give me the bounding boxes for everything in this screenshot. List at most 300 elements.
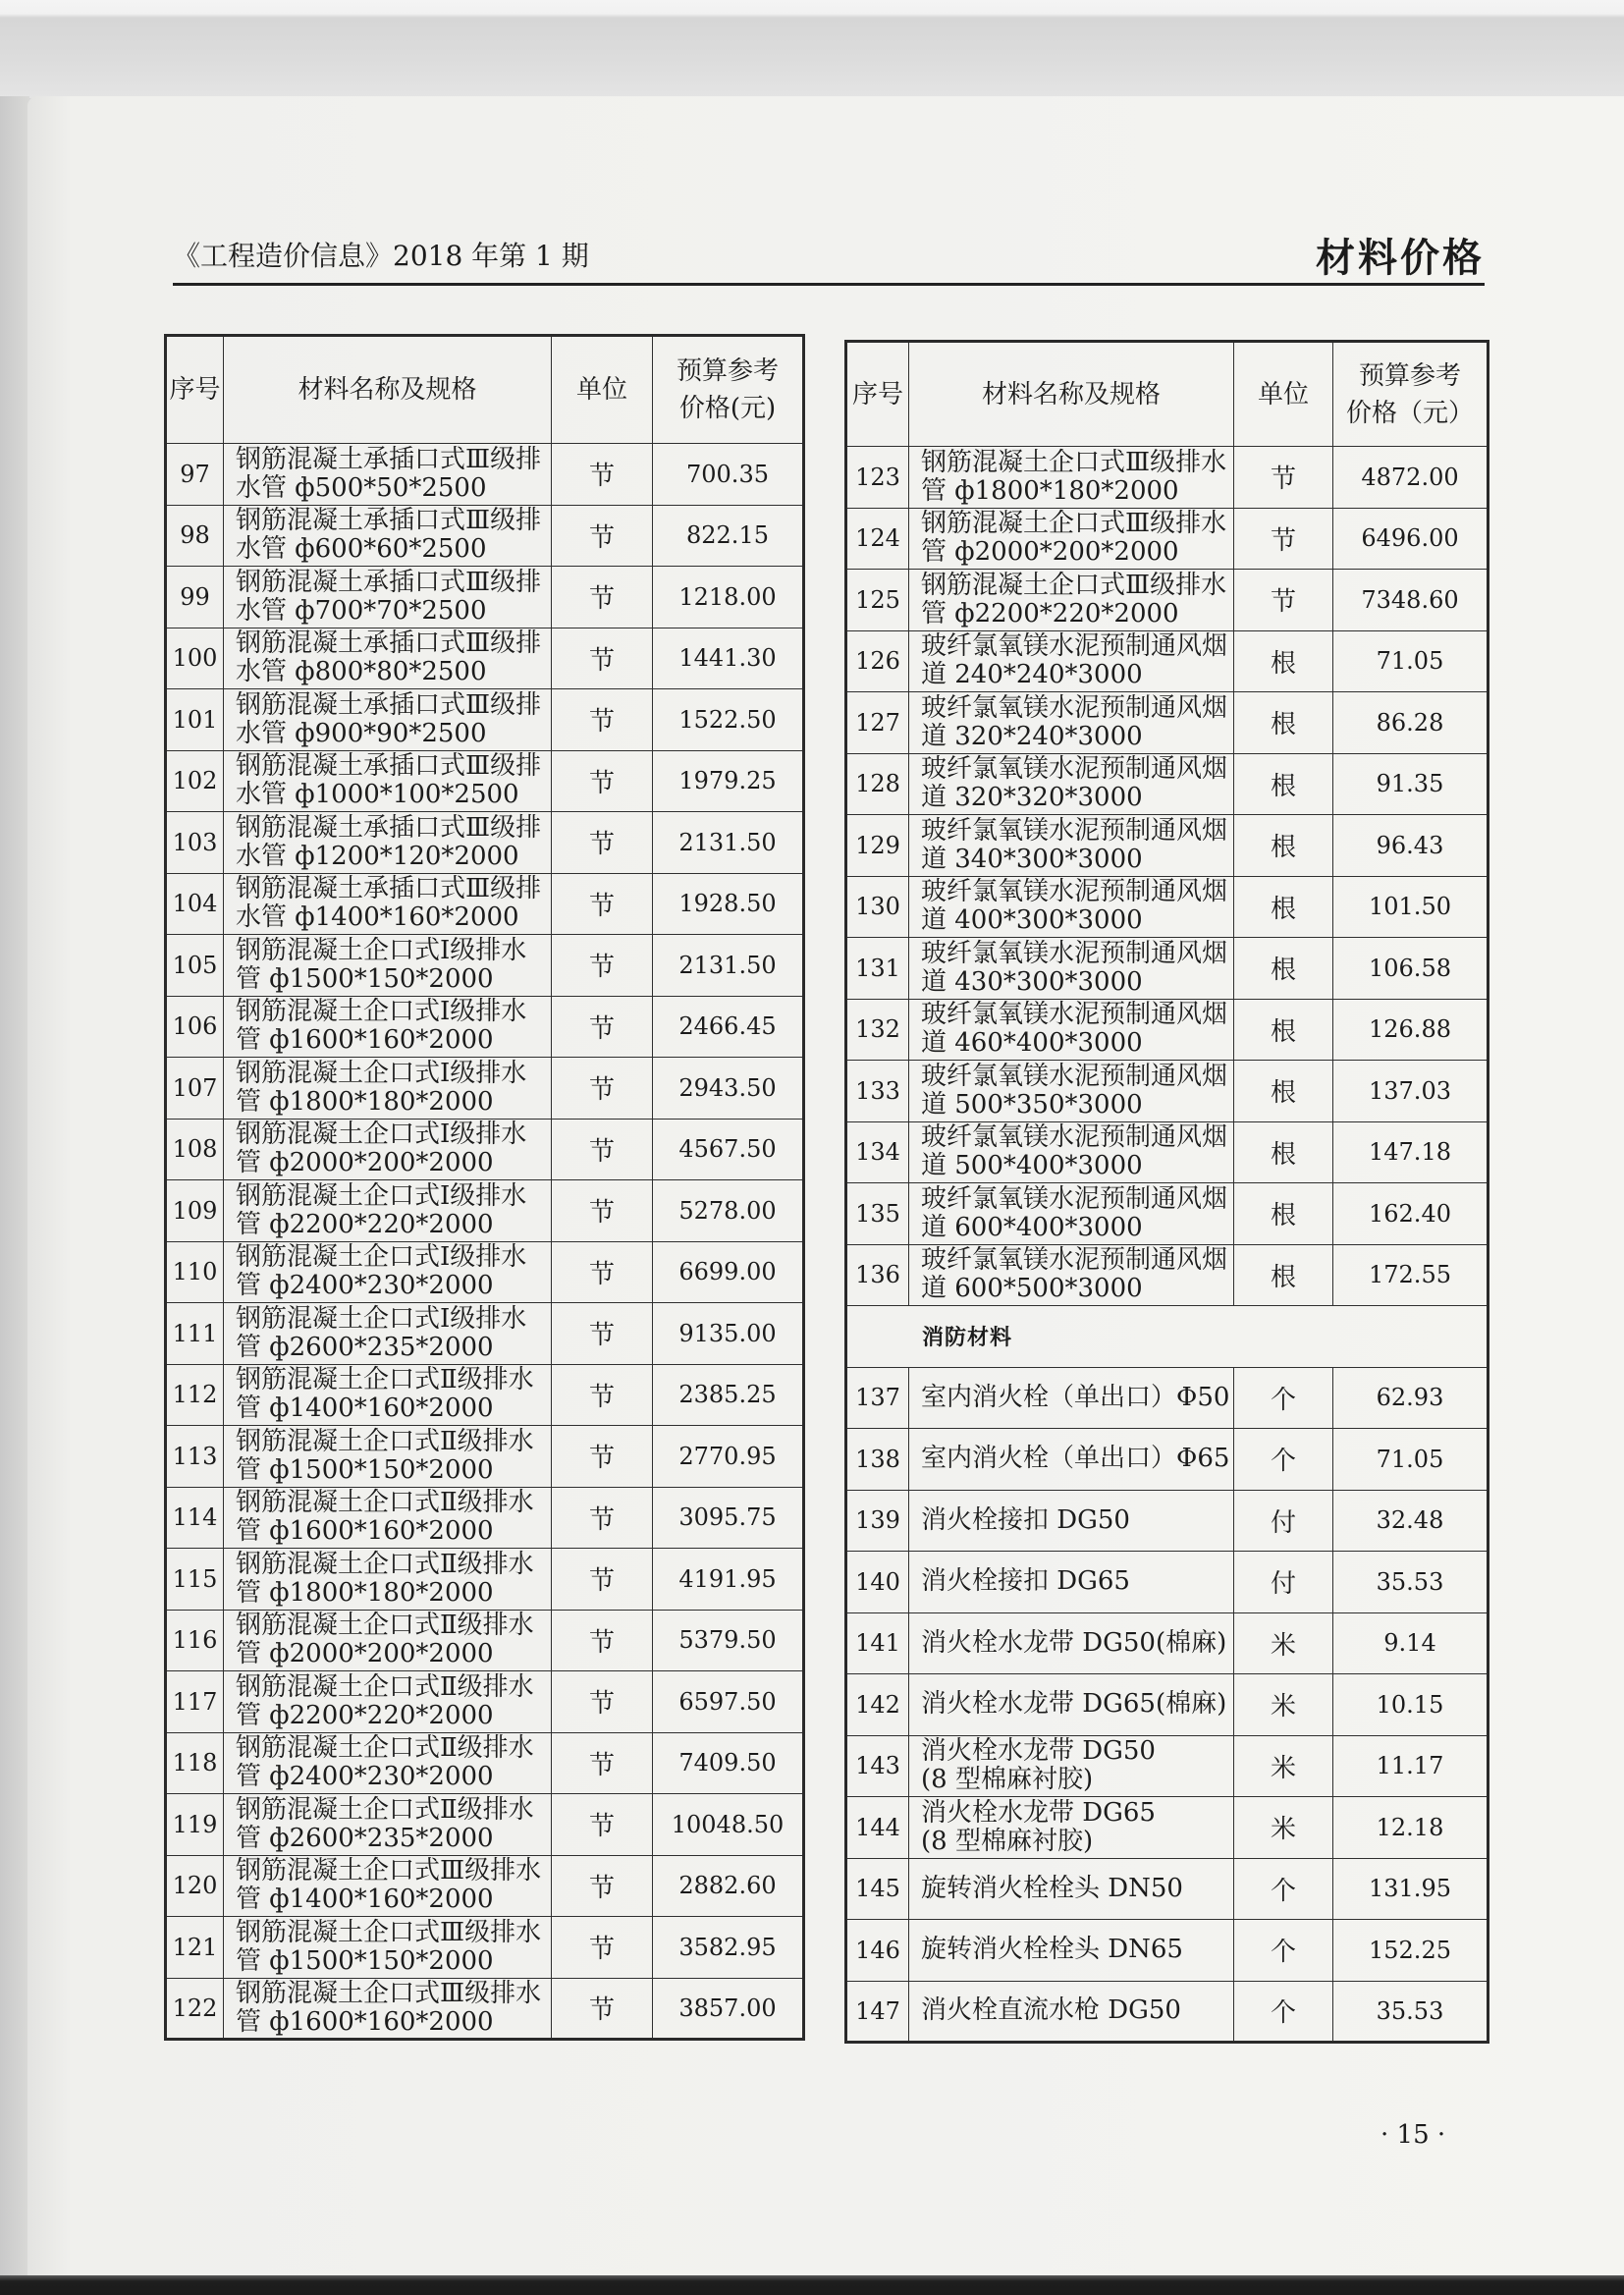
unit: 节 <box>552 812 653 874</box>
row-number: 144 <box>846 1797 909 1859</box>
table-row <box>846 1612 1489 1674</box>
material-name-line: 钢筋混凝土企口式Ⅲ级排水 <box>236 1917 542 1947</box>
material-name-line: 水管 ф600*60*2500 <box>236 534 487 565</box>
material-name-line: 玻纤氯氧镁水泥预制通风烟 <box>921 1183 1228 1214</box>
price: 1979.25 <box>653 750 804 812</box>
material-name <box>909 753 1234 815</box>
price: 9135.00 <box>653 1303 804 1365</box>
material-name <box>909 1858 1234 1920</box>
price: 35.53 <box>1333 1552 1489 1613</box>
col-header-price-line: 预算参考 <box>1358 360 1461 391</box>
material-name <box>909 630 1234 692</box>
unit: 节 <box>1234 570 1333 631</box>
price: 91.35 <box>1333 753 1489 815</box>
material-name-line: 钢筋混凝土承插口式Ⅲ级排 <box>236 751 542 782</box>
row-number: 120 <box>166 1855 224 1917</box>
price: 2131.50 <box>653 812 804 874</box>
material-name-line: 钢筋混凝土企口式Ⅱ级排水 <box>236 1671 534 1702</box>
table-row <box>846 447 1489 509</box>
material-name <box>224 1303 552 1365</box>
section-heading: 材料价格 <box>1316 235 1485 281</box>
material-name-line: 玻纤氯氧镁水泥预制通风烟 <box>921 815 1228 846</box>
material-name <box>224 628 552 689</box>
material-name <box>909 938 1234 1000</box>
row-number: 132 <box>846 999 909 1061</box>
table-row <box>846 1061 1489 1122</box>
material-name <box>909 508 1234 570</box>
material-name-line: 管 ф2400*230*2000 <box>236 1271 494 1301</box>
price: 7409.50 <box>653 1732 804 1794</box>
table-row <box>166 1917 804 1979</box>
row-number: 108 <box>166 1119 224 1180</box>
row-number: 143 <box>846 1735 909 1797</box>
table-row <box>166 1855 804 1917</box>
unit: 节 <box>1234 508 1333 570</box>
material-name-line: 钢筋混凝土企口式Ⅰ级排水 <box>236 1058 527 1088</box>
unit: 节 <box>552 1241 653 1303</box>
table-row <box>846 508 1489 570</box>
unit: 节 <box>552 689 653 751</box>
price: 1218.00 <box>653 567 804 628</box>
row-number: 133 <box>846 1061 909 1122</box>
material-name-line: 管 ф2000*200*2000 <box>921 537 1179 568</box>
material-name-line: 钢筋混凝土承插口式Ⅲ级排 <box>236 628 542 659</box>
row-number: 126 <box>846 630 909 692</box>
table-row <box>846 1735 1489 1797</box>
unit: 个 <box>1234 1920 1333 1982</box>
material-name-line: 玻纤氯氧镁水泥预制通风烟 <box>921 877 1228 907</box>
price-table-right <box>844 340 1489 2044</box>
row-number: 134 <box>846 1121 909 1183</box>
material-name-line: 消火栓水龙带 DG65(棉麻) <box>921 1689 1227 1720</box>
material-name-line: 消火栓水龙带 DG50 <box>921 1736 1156 1767</box>
row-number: 103 <box>166 812 224 874</box>
material-name-line: 管 ф2400*230*2000 <box>236 1762 494 1792</box>
unit: 节 <box>552 1487 653 1549</box>
table-row <box>846 876 1489 938</box>
price: 3857.00 <box>653 1978 804 2040</box>
table-row <box>166 444 804 506</box>
row-number: 130 <box>846 876 909 938</box>
row-number: 100 <box>166 628 224 689</box>
price: 4191.95 <box>653 1549 804 1611</box>
scan-top-band <box>0 0 1624 98</box>
unit: 节 <box>552 1303 653 1365</box>
table-row <box>166 750 804 812</box>
unit: 根 <box>1234 753 1333 815</box>
price-table-left <box>164 334 805 2041</box>
material-name-line: 钢筋混凝土承插口式Ⅲ级排 <box>236 689 542 720</box>
row-number: 127 <box>846 692 909 754</box>
price: 137.03 <box>1333 1061 1489 1122</box>
row-number: 112 <box>166 1364 224 1426</box>
material-name <box>909 1121 1234 1183</box>
material-name-line: 道 320*320*3000 <box>921 783 1143 813</box>
unit: 节 <box>552 1978 653 2040</box>
table-row <box>166 567 804 628</box>
price: 4872.00 <box>1333 447 1489 509</box>
material-name <box>909 570 1234 631</box>
unit: 根 <box>1234 1121 1333 1183</box>
unit: 根 <box>1234 1244 1333 1306</box>
material-name-line: 钢筋混凝土企口式Ⅱ级排水 <box>236 1426 534 1456</box>
unit: 节 <box>552 935 653 997</box>
material-name-line: (8 型棉麻衬胶) <box>921 1765 1094 1795</box>
material-name <box>224 1917 552 1979</box>
table-row <box>846 999 1489 1061</box>
unit: 根 <box>1234 938 1333 1000</box>
price: 5278.00 <box>653 1180 804 1242</box>
price: 3095.75 <box>653 1487 804 1549</box>
table-row <box>166 689 804 751</box>
price: 35.53 <box>1333 1981 1489 2043</box>
material-name-line: 管 ф1500*150*2000 <box>236 1454 494 1485</box>
material-name-line: 道 320*240*3000 <box>921 721 1143 751</box>
unit: 根 <box>1234 1061 1333 1122</box>
table-row <box>846 1858 1489 1920</box>
col-header-price-line: 价格（元） <box>1345 398 1474 428</box>
material-name-line: 道 600*500*3000 <box>921 1274 1143 1304</box>
material-name-line: 钢筋混凝土承插口式Ⅲ级排 <box>236 444 542 474</box>
page-number: · 15 · <box>1380 2120 1446 2150</box>
material-name-line: 室内消火栓（单出口）Φ50 <box>921 1382 1230 1412</box>
price: 4567.50 <box>653 1119 804 1180</box>
material-name-line: 道 500*400*3000 <box>921 1151 1143 1181</box>
row-number: 142 <box>846 1674 909 1736</box>
material-name <box>909 1490 1234 1552</box>
unit: 节 <box>552 444 653 506</box>
table-row <box>166 1794 804 1856</box>
material-name <box>909 1735 1234 1797</box>
material-name <box>224 1855 552 1917</box>
material-name <box>224 935 552 997</box>
unit: 节 <box>552 505 653 567</box>
table-row <box>166 1487 804 1549</box>
row-number: 118 <box>166 1732 224 1794</box>
table-row <box>166 628 804 689</box>
price: 700.35 <box>653 444 804 506</box>
row-number: 145 <box>846 1858 909 1920</box>
unit: 米 <box>1234 1674 1333 1736</box>
material-name-line: 道 340*300*3000 <box>921 844 1143 874</box>
material-name-line: 玻纤氯氧镁水泥预制通风烟 <box>921 692 1228 723</box>
row-number: 136 <box>846 1244 909 1306</box>
table-row <box>846 938 1489 1000</box>
row-number: 125 <box>846 570 909 631</box>
material-name <box>224 1241 552 1303</box>
price: 5379.50 <box>653 1610 804 1671</box>
row-number: 106 <box>166 996 224 1058</box>
material-name-line: 水管 ф1200*120*2000 <box>236 841 519 871</box>
material-name <box>909 1920 1234 1982</box>
material-name-line: 管 ф1500*150*2000 <box>236 1945 494 1976</box>
table-row <box>166 1549 804 1611</box>
unit: 节 <box>552 1180 653 1242</box>
price: 10048.50 <box>653 1794 804 1856</box>
col-header-price-line: 预算参考 <box>676 356 779 386</box>
material-name-line: 水管 ф500*50*2500 <box>236 472 487 503</box>
unit: 节 <box>552 1549 653 1611</box>
material-name-line: 钢筋混凝土企口式Ⅲ级排水 <box>921 509 1227 539</box>
material-name <box>224 750 552 812</box>
row-number: 99 <box>166 567 224 628</box>
table-row <box>846 1981 1489 2043</box>
price: 96.43 <box>1333 815 1489 877</box>
row-number: 115 <box>166 1549 224 1611</box>
unit: 节 <box>552 873 653 935</box>
material-name-line: 室内消火栓（单出口）Φ65 <box>921 1444 1230 1474</box>
price: 1928.50 <box>653 873 804 935</box>
unit: 根 <box>1234 815 1333 877</box>
table-row <box>166 873 804 935</box>
material-name-line: 旋转消火栓栓头 DN50 <box>921 1873 1183 1903</box>
journal-title: 《工程造价信息》2018 年第 1 期 <box>173 240 589 272</box>
unit: 个 <box>1234 1981 1333 2043</box>
row-number: 139 <box>846 1490 909 1552</box>
material-name <box>224 1794 552 1856</box>
table-row <box>846 692 1489 754</box>
material-name <box>909 1244 1234 1306</box>
material-name-line: 管 ф2000*200*2000 <box>236 1148 494 1178</box>
table-row <box>166 1978 804 2040</box>
row-number: 140 <box>846 1552 909 1613</box>
material-name-line: 玻纤氯氧镁水泥预制通风烟 <box>921 938 1228 968</box>
row-number: 97 <box>166 444 224 506</box>
price: 12.18 <box>1333 1797 1489 1859</box>
price: 71.05 <box>1333 1429 1489 1491</box>
material-name-line: 钢筋混凝土企口式Ⅰ级排水 <box>236 1180 527 1211</box>
table-row <box>846 1797 1489 1859</box>
material-name-line: 钢筋混凝土承插口式Ⅲ级排 <box>236 812 542 843</box>
material-name <box>224 1119 552 1180</box>
price: 152.25 <box>1333 1920 1489 1982</box>
material-name-line: 管 ф1600*160*2000 <box>236 1516 494 1547</box>
price: 131.95 <box>1333 1858 1489 1920</box>
header-rule <box>173 283 1485 286</box>
table-row <box>846 1121 1489 1183</box>
material-name-line: 钢筋混凝土企口式Ⅱ级排水 <box>236 1611 534 1641</box>
unit: 节 <box>552 1364 653 1426</box>
price: 101.50 <box>1333 876 1489 938</box>
table-row <box>166 1610 804 1671</box>
row-number: 146 <box>846 1920 909 1982</box>
material-name <box>909 999 1234 1061</box>
row-number: 119 <box>166 1794 224 1856</box>
material-name-line: 道 460*400*3000 <box>921 1028 1143 1059</box>
unit: 个 <box>1234 1858 1333 1920</box>
unit: 米 <box>1234 1612 1333 1674</box>
col-header-no: 序号 <box>166 336 224 444</box>
table-row <box>166 1303 804 1365</box>
section-title: 消防材料 <box>846 1306 1489 1368</box>
material-name-line: 水管 ф1000*100*2500 <box>236 780 519 810</box>
material-name-line: 旋转消火栓栓头 DN65 <box>921 1935 1183 1965</box>
material-name-line: 水管 ф900*90*2500 <box>236 718 487 748</box>
unit: 根 <box>1234 692 1333 754</box>
price: 822.15 <box>653 505 804 567</box>
unit: 节 <box>552 1119 653 1180</box>
col-header-price <box>1333 342 1489 447</box>
material-name-line: (8 型棉麻衬胶) <box>921 1826 1094 1856</box>
col-header-name: 材料名称及规格 <box>224 336 552 444</box>
material-name <box>909 815 1234 877</box>
row-number: 110 <box>166 1241 224 1303</box>
price: 71.05 <box>1333 630 1489 692</box>
table-row <box>846 1552 1489 1613</box>
table-row <box>166 1180 804 1242</box>
price: 172.55 <box>1333 1244 1489 1306</box>
row-number: 129 <box>846 815 909 877</box>
row-number: 102 <box>166 750 224 812</box>
table-row <box>846 630 1489 692</box>
price: 126.88 <box>1333 999 1489 1061</box>
unit: 节 <box>552 750 653 812</box>
row-number: 105 <box>166 935 224 997</box>
material-name <box>224 1058 552 1120</box>
material-name-line: 管 ф1800*180*2000 <box>236 1086 494 1117</box>
material-name-line: 消火栓直流水枪 DG50 <box>921 1995 1181 2026</box>
unit: 节 <box>552 1671 653 1733</box>
material-name-line: 管 ф1400*160*2000 <box>236 1885 494 1915</box>
material-name-line: 钢筋混凝土企口式Ⅲ级排水 <box>236 1978 542 2008</box>
table-row <box>846 1244 1489 1306</box>
unit: 节 <box>552 567 653 628</box>
price: 6597.50 <box>653 1671 804 1733</box>
price: 2882.60 <box>653 1855 804 1917</box>
material-name <box>224 812 552 874</box>
unit: 个 <box>1234 1367 1333 1429</box>
unit: 根 <box>1234 999 1333 1061</box>
row-number: 122 <box>166 1978 224 2040</box>
material-name-line: 玻纤氯氧镁水泥预制通风烟 <box>921 1000 1228 1030</box>
price: 32.48 <box>1333 1490 1489 1552</box>
material-name-line: 管 ф2000*200*2000 <box>236 1639 494 1669</box>
row-number: 121 <box>166 1917 224 1979</box>
price: 10.15 <box>1333 1674 1489 1736</box>
unit: 节 <box>552 1794 653 1856</box>
row-number: 104 <box>166 873 224 935</box>
material-name-line: 钢筋混凝土企口式Ⅰ级排水 <box>236 935 527 965</box>
col-header-unit: 单位 <box>552 336 653 444</box>
unit: 节 <box>1234 447 1333 509</box>
unit: 节 <box>552 996 653 1058</box>
table-row <box>846 1183 1489 1245</box>
material-name-line: 玻纤氯氧镁水泥预制通风烟 <box>921 754 1228 785</box>
unit: 根 <box>1234 1183 1333 1245</box>
unit: 节 <box>552 1426 653 1488</box>
material-name <box>224 1610 552 1671</box>
table-row <box>846 1490 1489 1552</box>
material-name <box>909 876 1234 938</box>
material-name <box>224 996 552 1058</box>
unit: 节 <box>552 628 653 689</box>
material-name-line: 钢筋混凝土企口式Ⅲ级排水 <box>236 1856 542 1886</box>
material-name <box>224 1978 552 2040</box>
material-name <box>909 1183 1234 1245</box>
price: 2466.45 <box>653 996 804 1058</box>
material-name-line: 管 ф2200*220*2000 <box>236 1700 494 1730</box>
table-row <box>846 753 1489 815</box>
unit: 根 <box>1234 876 1333 938</box>
material-name-line: 钢筋混凝土企口式Ⅱ级排水 <box>236 1733 534 1764</box>
material-name <box>224 1487 552 1549</box>
price: 1441.30 <box>653 628 804 689</box>
row-number: 141 <box>846 1612 909 1674</box>
material-name-line: 管 ф2600*235*2000 <box>236 1332 494 1362</box>
table-row <box>166 1671 804 1733</box>
table-row <box>846 815 1489 877</box>
table-row <box>166 505 804 567</box>
row-number: 128 <box>846 753 909 815</box>
material-name-line: 玻纤氯氧镁水泥预制通风烟 <box>921 1245 1228 1276</box>
price: 1522.50 <box>653 689 804 751</box>
material-name-line: 水管 ф1400*160*2000 <box>236 902 519 933</box>
row-number: 147 <box>846 1981 909 2043</box>
scan-left-edge <box>0 96 29 2275</box>
material-name <box>224 1732 552 1794</box>
price: 2385.25 <box>653 1364 804 1426</box>
table-row <box>166 996 804 1058</box>
row-number: 123 <box>846 447 909 509</box>
material-name <box>224 873 552 935</box>
material-name-line: 钢筋混凝土承插口式Ⅲ级排 <box>236 567 542 597</box>
table-row <box>166 935 804 997</box>
material-name-line: 消火栓水龙带 DG50(棉麻) <box>921 1627 1227 1658</box>
material-name-line: 道 500*350*3000 <box>921 1089 1143 1120</box>
material-name-line: 管 ф1600*160*2000 <box>236 1025 494 1056</box>
material-name-line: 消火栓接扣 DG65 <box>921 1566 1130 1597</box>
row-number: 131 <box>846 938 909 1000</box>
table-body <box>166 444 804 2040</box>
material-name <box>224 505 552 567</box>
price: 6699.00 <box>653 1241 804 1303</box>
material-name <box>909 1367 1234 1429</box>
material-name-line: 管 ф1400*160*2000 <box>236 1393 494 1424</box>
material-name-line: 管 ф1800*180*2000 <box>921 475 1179 506</box>
unit: 节 <box>552 1917 653 1979</box>
material-name <box>224 567 552 628</box>
section-row <box>846 1306 1489 1368</box>
table-body <box>846 447 1489 2043</box>
price: 3582.95 <box>653 1917 804 1979</box>
table-row <box>846 1429 1489 1491</box>
unit: 节 <box>552 1732 653 1794</box>
material-name <box>224 689 552 751</box>
material-name <box>909 1981 1234 2043</box>
material-name <box>909 1061 1234 1122</box>
scan-bottom-band <box>0 2275 1624 2295</box>
table-row <box>166 1058 804 1120</box>
price: 106.58 <box>1333 938 1489 1000</box>
table-header-row <box>846 342 1489 447</box>
price: 7348.60 <box>1333 570 1489 631</box>
material-name-line: 道 240*240*3000 <box>921 660 1143 690</box>
table-row <box>166 1426 804 1488</box>
material-name <box>224 1364 552 1426</box>
row-number: 98 <box>166 505 224 567</box>
material-name <box>224 1180 552 1242</box>
row-number: 135 <box>846 1183 909 1245</box>
material-name-line: 水管 ф700*70*2500 <box>236 595 487 626</box>
material-name-line: 钢筋混凝土企口式Ⅰ级排水 <box>236 997 527 1027</box>
price: 2943.50 <box>653 1058 804 1120</box>
material-name-line: 玻纤氯氧镁水泥预制通风烟 <box>921 631 1228 662</box>
unit: 根 <box>1234 630 1333 692</box>
material-name-line: 钢筋混凝土企口式Ⅰ级排水 <box>236 1120 527 1150</box>
material-name <box>909 1612 1234 1674</box>
unit: 米 <box>1234 1735 1333 1797</box>
material-name-line: 消火栓水龙带 DG65 <box>921 1797 1156 1828</box>
